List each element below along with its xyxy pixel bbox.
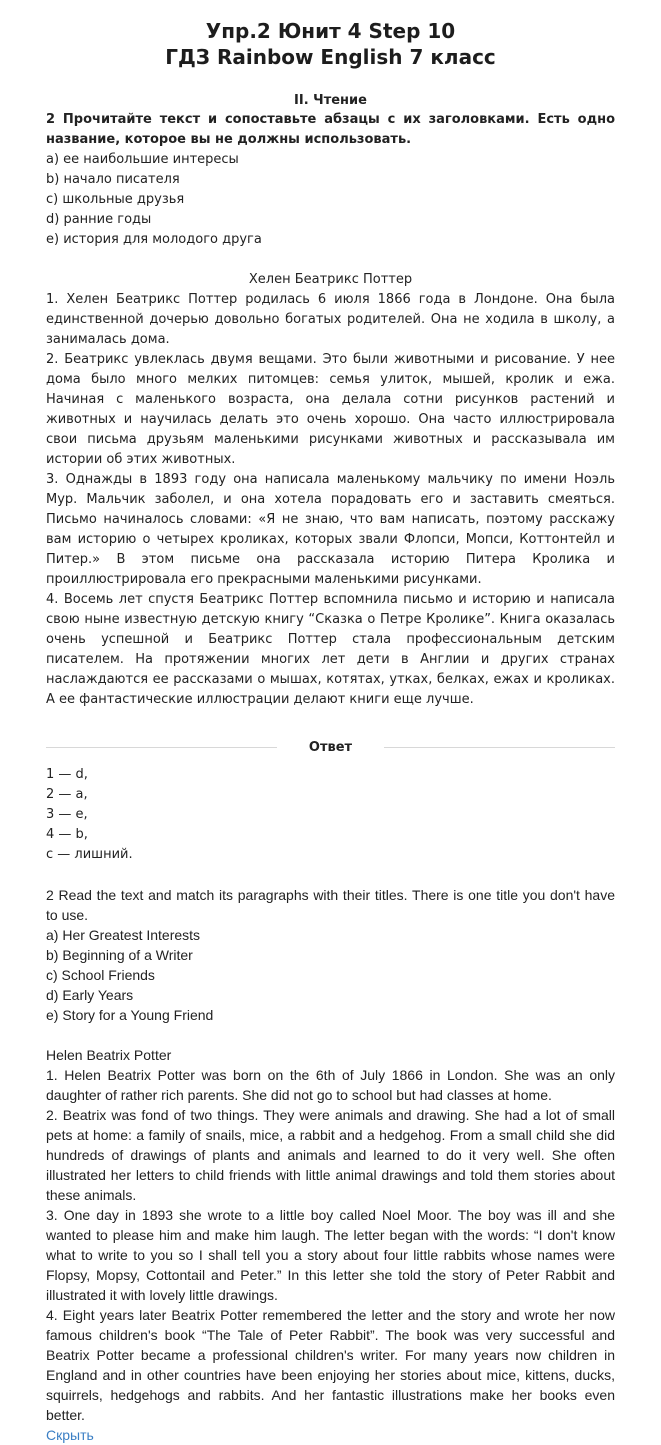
answer-item: 4 — b, [46, 827, 88, 842]
options-en [46, 925, 615, 1025]
option-en: b) Beginning of a Writer [46, 947, 193, 963]
english-section [46, 885, 615, 1425]
divider-line [46, 747, 277, 748]
section-title: II. Чтение [294, 93, 367, 108]
paragraph-ru: 2. Беатрикс увлеклась двумя вещами. Это были животными и рисование. У нее дома было много мелких питомцев: семья улиток, мышей, кролик и ежа. Начиная с маленького возраста, она делала сотни рисунков растений и животных и научилась делать это очень хорошо. Она часто иллюстрировала свои письма друзьям маленькими рисунками животных и рассказывала им истории об этих животных. [46, 352, 615, 467]
answer-list [46, 765, 615, 865]
answer-divider [46, 740, 615, 755]
task-ru: 2 Прочитайте текст и сопоставьте абзацы с их заголовками. Есть одно название, которое вы не должны использовать. [46, 112, 615, 147]
options-ru [46, 150, 615, 250]
option-en: d) Early Years [46, 987, 134, 1003]
option-ru: b) начало писателя [46, 172, 180, 187]
paragraph-en: 3. One day in 1893 she wrote to a little boy called Noel Moor. The boy was ill and she wanted to please him and make him laugh. The letter began with the words: “I don't know what to write to you so I shall tell you a story about four little rabbits whose names were Flopsy, Mopsy, Cottontail and Peter.” In this letter she told the story of Peter Rabbit and illustrated it with lovely little drawings. [46, 1207, 615, 1303]
option-ru: a) ее наибольшие интересы [46, 152, 239, 167]
answer-label: Ответ [308, 740, 353, 755]
option-ru: d) ранние годы [46, 212, 152, 227]
answer-item: 1 — d, [46, 767, 88, 782]
title-line-2: ГДЗ Rainbow English 7 класс [165, 45, 496, 69]
divider-line [384, 747, 615, 748]
answer-item: 2 — a, [46, 787, 88, 802]
task-en: 2 Read the text and match its paragraphs with their titles. There is one title you don't have to use. [46, 887, 615, 923]
paragraph-en: 1. Helen Beatrix Potter was born on the 6th of July 1866 in London. She was an only daughter of rather rich parents. She did not go to school but had classes at home. [46, 1067, 615, 1103]
answer-item: c — лишний. [46, 847, 133, 862]
text-title-en: Helen Beatrix Potter [46, 1047, 172, 1063]
option-en: a) Her Greatest Interests [46, 927, 201, 943]
title-line-1: Упр.2 Юнит 4 Step 10 [205, 19, 456, 43]
answer-item: 3 — e, [46, 807, 88, 822]
option-en: e) Story for a Young Friend [46, 1007, 214, 1023]
paragraph-en: 2. Beatrix was fond of two things. They were animals and drawing. She had a lot of small pets at home: a family of snails, mice, a rabbit and a hedgehog. From a small child she did hundreds of drawings of plants and animals and learned to do it very well. She often illustrated her letters to child friends with little animal drawings and told them stories about these animals. [46, 1107, 615, 1203]
option-ru: e) история для молодого друга [46, 232, 262, 247]
hide-link[interactable]: Скрыть [46, 1427, 94, 1443]
paragraph-ru: 4. Восемь лет спустя Беатрикс Поттер вспомнила письмо и историю и написала свою ныне известную детскую книгу “Сказка о Петре Кролике”. Книга оказалась очень успешной и Беатрикс Поттер стала профессиональным детским писателем. На протяжении многих лет дети в Англии и других странах наслаждаются ее рассказами о мышах, котятах, утках, белках, ежах и кроликах. А ее фантастические иллюстрации делают книги еще лучше. [46, 592, 615, 707]
option-ru: c) школьные друзья [46, 192, 185, 207]
page-title [46, 0, 615, 70]
paragraph-ru: 3. Однажды в 1893 году она написала маленькому мальчику по имени Ноэль Мур. Мальчик заболел, и она хотела порадовать его и заставить смеяться. Письмо начиналось словами: «Я не знаю, что вам написать, поэтому расскажу вам историю о четырех кроликах, которых звали Флопси, Мопси, Коттонтейл и Питер.» В этом письме она рассказала историю Питера Кролика и проиллюстрировала его прекрасными маленькими рисунками. [46, 472, 615, 587]
text-title-ru: Хелен Беатрикс Поттер [248, 272, 413, 287]
paragraph-ru: 1. Хелен Беатрикс Поттер родилась 6 июля 1866 года в Лондоне. Она была единственной дочерью довольно богатых родителей. Она не ходила в школу, а занималась дома. [46, 292, 615, 347]
option-en: c) School Friends [46, 967, 155, 983]
paragraph-en: 4. Eight years later Beatrix Potter remembered the letter and the story and wrote her now famous children's book “The Tale of Peter Rabbit”. The book was very successful and Beatrix Potter became a professional children's writer. For many years now children in England and in other countries have been enjoying her stories about mice, kittens, ducks, squirrels, hedgehogs and rabbits. And her fantastic illustrations make her books even better. [46, 1307, 615, 1423]
